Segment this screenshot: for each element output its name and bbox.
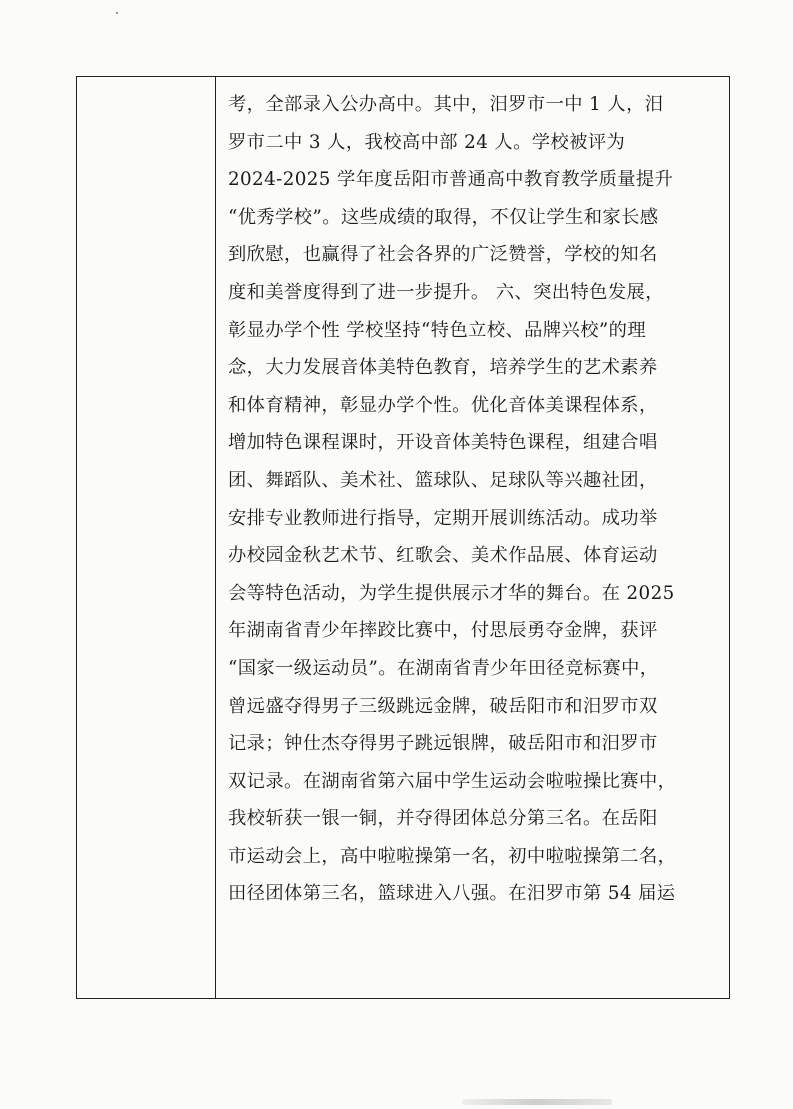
document-table	[76, 76, 730, 999]
table-label-column	[77, 77, 216, 998]
text-line: 曾远盛夺得男子三级跳远金牌，破岳阳市和汨罗市双	[228, 695, 658, 717]
scan-footer-smudge	[462, 1099, 612, 1105]
text-line: 念，大力发展音体美特色教育，培养学生的艺术素养	[228, 357, 658, 379]
text-line: “优秀学校”。这些成绩的取得，不仅让学生和家长感	[228, 206, 659, 228]
text-line: 罗市二中 3 人，我校高中部 24 人。学校被评为	[228, 131, 626, 153]
text-line: 市运动会上，高中啦啦操第一名，初中啦啦操第二名，	[228, 845, 677, 867]
text-line: 考，全部录入公办高中。其中，汨罗市一中 1 人，汨	[228, 94, 664, 115]
text-line: 记录；钟仕杰夺得男子跳远银牌，破岳阳市和汨罗市	[228, 733, 658, 755]
text-line: “国家一级运动员”。在湖南省青少年田径竞标赛中，	[228, 657, 659, 679]
text-line: 我校斩获一银一铜，并夺得团体总分第三名。在岳阳	[228, 808, 658, 830]
text-line: 安排专业教师进行指导，定期开展训练活动。成功举	[228, 507, 658, 529]
text-line: 2024-2025 学年度岳阳市普通高中教育教学质量提升	[228, 169, 674, 191]
scan-speck	[116, 12, 118, 14]
text-line: 度和美誉度得到了进一步提升。 六、突出特色发展，	[228, 281, 664, 303]
text-line: 增加特色课程课时，开设音体美特色课程，组建合唱	[228, 432, 658, 454]
text-line: 团、舞蹈队、美术社、篮球队、足球队等兴趣社团，	[228, 469, 658, 491]
text-line: 彰显办学个性 学校坚持“特色立校、品牌兴校”的理	[228, 319, 647, 341]
table-content-cell	[228, 86, 720, 913]
text-line: 双记录。在湖南省第六届中学生运动会啦啦操比赛中，	[228, 770, 677, 792]
text-line: 会等特色活动，为学生提供展示才华的舞台。在 2025	[228, 582, 675, 604]
text-line: 和体育精神，彰显办学个性。优化音体美课程体系，	[228, 394, 658, 416]
text-line: 田径团体第三名，篮球进入八强。在汨罗市第 54 届运	[228, 883, 676, 905]
text-line: 办校园金秋艺术节、红歌会、美术作品展、体育运动	[228, 545, 658, 567]
text-line: 到欣慰，也赢得了社会各界的广泛赞誉，学校的知名	[228, 244, 658, 266]
text-line: 年湖南省青少年摔跤比赛中，付思辰勇夺金牌，获评	[228, 620, 658, 642]
